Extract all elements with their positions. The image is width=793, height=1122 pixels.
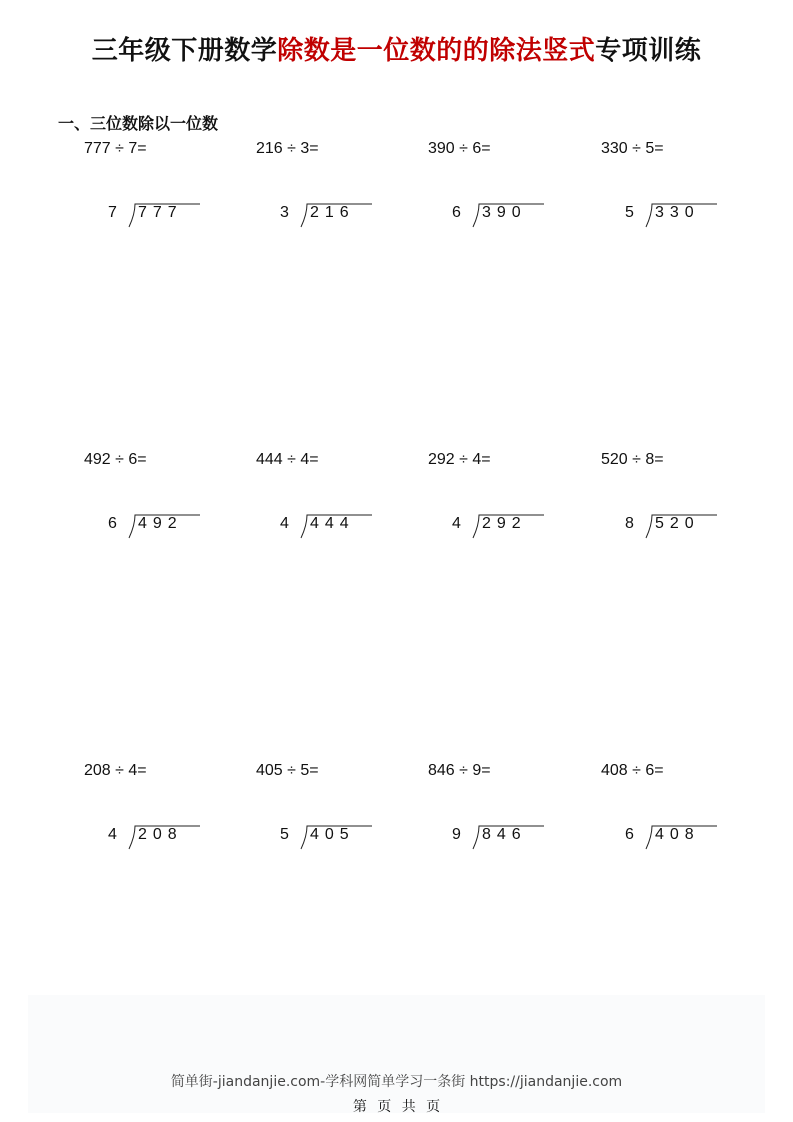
divisor-value: 6 [108, 515, 117, 532]
dividend-value: 520 [655, 515, 700, 532]
problem-item [256, 140, 416, 250]
problem-item [84, 451, 244, 561]
dividend-value: 390 [482, 204, 527, 221]
dividend-value: 330 [655, 204, 700, 221]
dividend-value: 208 [138, 826, 183, 843]
divisor-value: 4 [108, 826, 117, 843]
dividend-value: 405 [310, 826, 355, 843]
divisor-value: 4 [280, 515, 289, 532]
long-division-bracket [452, 513, 552, 539]
problem-item [256, 451, 416, 561]
problem-equation: 330 ÷ 5= [601, 140, 664, 157]
problem-item [428, 762, 588, 872]
long-division-bracket [625, 202, 725, 228]
problem-item [428, 451, 588, 561]
title-part1: 三年级下册数学 [91, 36, 278, 66]
problem-item [428, 140, 588, 250]
problem-equation: 777 ÷ 7= [84, 140, 147, 157]
dividend-value: 846 [482, 826, 527, 843]
divisor-value: 5 [625, 204, 634, 221]
problem-item [84, 140, 244, 250]
page-title [0, 30, 793, 67]
footer-source: 简单街-jiandanjie.com-学科网简单学习一条街 https://jiandanjie.com [170, 1074, 623, 1090]
problem-equation: 208 ÷ 4= [84, 762, 147, 779]
long-division-bracket [280, 513, 380, 539]
long-division-bracket [625, 513, 725, 539]
problem-item [256, 762, 416, 872]
section-heading: 一、三位数除以一位数 [58, 114, 219, 133]
long-division-bracket [280, 824, 380, 850]
dividend-value: 444 [310, 515, 355, 532]
divisor-value: 7 [108, 204, 117, 221]
divisor-value: 6 [625, 826, 634, 843]
title-highlight: 除数是一位数的的除法竖式 [277, 36, 596, 66]
long-division-bracket [108, 513, 208, 539]
problem-item [601, 762, 761, 872]
long-division-bracket [108, 824, 208, 850]
long-division-bracket [280, 202, 380, 228]
title-part2: 专项训练 [595, 36, 702, 66]
dividend-value: 216 [310, 204, 355, 221]
dividend-value: 777 [138, 204, 183, 221]
footer-page-number: 第 页 共 页 [352, 1099, 441, 1115]
problem-equation: 520 ÷ 8= [601, 451, 664, 468]
problem-item [84, 762, 244, 872]
divisor-value: 4 [452, 515, 461, 532]
problem-equation: 408 ÷ 6= [601, 762, 664, 779]
long-division-bracket [452, 202, 552, 228]
divisor-value: 5 [280, 826, 289, 843]
divisor-value: 6 [452, 204, 461, 221]
problem-item [601, 140, 761, 250]
dividend-value: 408 [655, 826, 700, 843]
long-division-bracket [625, 824, 725, 850]
divisor-value: 8 [625, 515, 634, 532]
problem-equation: 492 ÷ 6= [84, 451, 147, 468]
problem-equation: 216 ÷ 3= [256, 140, 319, 157]
dividend-value: 492 [138, 515, 183, 532]
long-division-bracket [108, 202, 208, 228]
problem-equation: 444 ÷ 4= [256, 451, 319, 468]
problem-equation: 292 ÷ 4= [428, 451, 491, 468]
divisor-value: 3 [280, 204, 289, 221]
problem-equation: 390 ÷ 6= [428, 140, 491, 157]
dividend-value: 292 [482, 515, 527, 532]
divisor-value: 9 [452, 826, 461, 843]
long-division-bracket [452, 824, 552, 850]
problem-item [601, 451, 761, 561]
problem-equation: 846 ÷ 9= [428, 762, 491, 779]
problem-equation: 405 ÷ 5= [256, 762, 319, 779]
